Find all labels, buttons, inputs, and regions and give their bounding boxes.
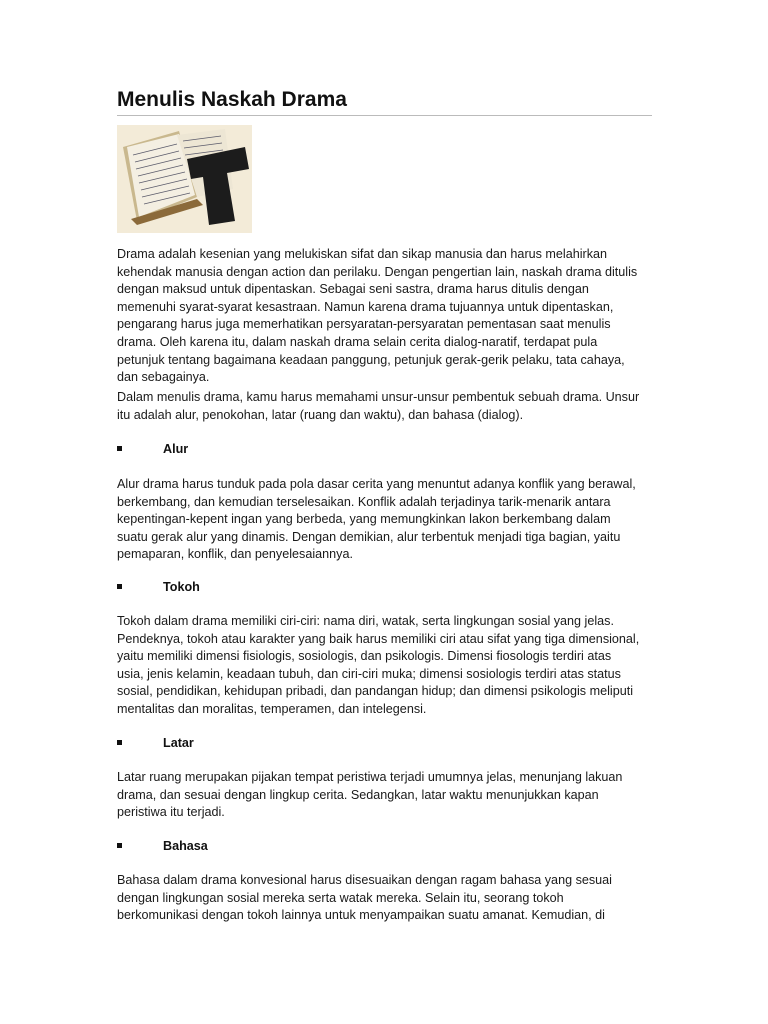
text-line: itu adalah alur, penokohan, latar (ruang dan waktu), dan bahasa (dialog). (117, 407, 524, 422)
bullet-icon (117, 843, 122, 848)
text-line: Pendeknya, tokoh atau karakter yang baik harus memiliki ciri atau sifat yang tiga dimensional, (117, 631, 640, 646)
text-line: Tokoh dalam drama memiliki ciri-ciri: nama diri, watak, serta lingkungan sosial yang jelas. (117, 614, 614, 628)
text-line: pemaparan, konflik, dan penyelesaiannya. (117, 547, 353, 562)
title-divider (117, 115, 652, 116)
text-line: Latar ruang merupakan pijakan tempat peristiwa terjadi umumnya jelas, menunjang lakuan (117, 770, 623, 784)
intro-paragraph-1 (117, 246, 637, 387)
text-line: dan sebagainya. (117, 370, 210, 385)
section-heading-latar (117, 736, 194, 750)
open-manuscript-book-image (117, 125, 252, 233)
text-line: dengan lingkungan sosial mereka serta watak mereka. Selain itu, seorang tokoh (117, 890, 564, 905)
text-line: drama. Oleh karena itu, dalam naskah drama selain cerita dialog-naratif, terdapat pula (117, 334, 598, 349)
text-line: Dalam menulis drama, kamu harus memahami unsur-unsur pembentuk sebuah drama. Unsur (117, 390, 640, 404)
bullet-icon (117, 446, 122, 451)
section-heading-alur (117, 442, 188, 456)
text-line: dengan maksud untuk dipentaskan. Sebagai seni sastra, drama harus ditulis dengan (117, 282, 589, 297)
heading-text: Tokoh (163, 580, 200, 594)
text-line: kehendak manusia dengan action dan perilaku. Dengan pengertian lain, naskah drama ditulis (117, 264, 638, 279)
text-line: kepentingan-kepent ingan yang berbeda, yang memungkinkan lakon berkembang dalam (117, 512, 611, 527)
text-line: berkomunikasi dengan tokoh lainnya untuk menyampaikan suatu amanat. Kemudian, di (117, 908, 605, 923)
text-line: yaitu memiliki dimensi fisiologis, sosiologis, dan psikologis. Dimensi fiosologis terdiri atas (117, 649, 612, 664)
bahasa-paragraph (117, 872, 612, 925)
text-line: Alur drama harus tunduk pada pola dasar cerita yang menuntut adanya konflik yang berawal, (117, 477, 636, 491)
page-title: Menulis Naskah Drama (117, 88, 347, 111)
bullet-icon (117, 740, 122, 745)
section-heading-bahasa (117, 839, 208, 853)
text-line: peristiwa itu terjadi. (117, 805, 225, 820)
heading-text: Latar (163, 736, 194, 750)
bullet-icon (117, 584, 122, 589)
text-line: usia, jenis kelamin, keadaan tubuh, dan ciri-ciri muka; dimensi sosiologis terdiri atas status (117, 666, 621, 681)
text-line: Drama adalah kesenian yang melukiskan sifat dan sikap manusia dan harus melahirkan (117, 247, 608, 261)
intro-paragraph-2 (117, 389, 639, 424)
text-line: suatu gerak alur yang dinamis. Dengan demikian, alur terbentuk menjadi tiga bagian, yaitu (117, 529, 621, 544)
section-heading-tokoh (117, 580, 200, 594)
text-line: memenuhi syarat-syarat kesastraan. Namun karena drama tujuannya untuk dipentaskan, (117, 299, 614, 314)
text-line: mentalitas dan moralitas, temperamen, dan intelegensi. (117, 701, 427, 716)
alur-paragraph (117, 476, 636, 564)
text-line: petunjuk tentang bagaimana keadaan panggung, petunjuk gerak-gerik pelaku, tata cahaya, (117, 352, 625, 367)
latar-paragraph (117, 769, 622, 822)
text-line: sosial, pendidikan, kehidupan pribadi, dan pandangan hidup; dan dimensi psikologis meliputi (117, 684, 633, 699)
heading-text: Bahasa (163, 839, 208, 853)
heading-text: Alur (163, 442, 189, 456)
tokoh-paragraph (117, 613, 639, 719)
text-line: berkembang, dan kemudian terselesaikan. Konflik adalah terjadinya tarik-menarik antara (117, 494, 611, 509)
text-line: Bahasa dalam drama konvesional harus disesuaikan dengan ragam bahasa yang sesuai (117, 873, 612, 887)
text-line: pengarang harus juga memerhatikan persyaratan-persyaratan pementasan saat menulis (117, 317, 611, 332)
text-line: drama, dan sesuai dengan lingkup cerita. Sedangkan, latar waktu menunjukkan kapan (117, 787, 599, 802)
